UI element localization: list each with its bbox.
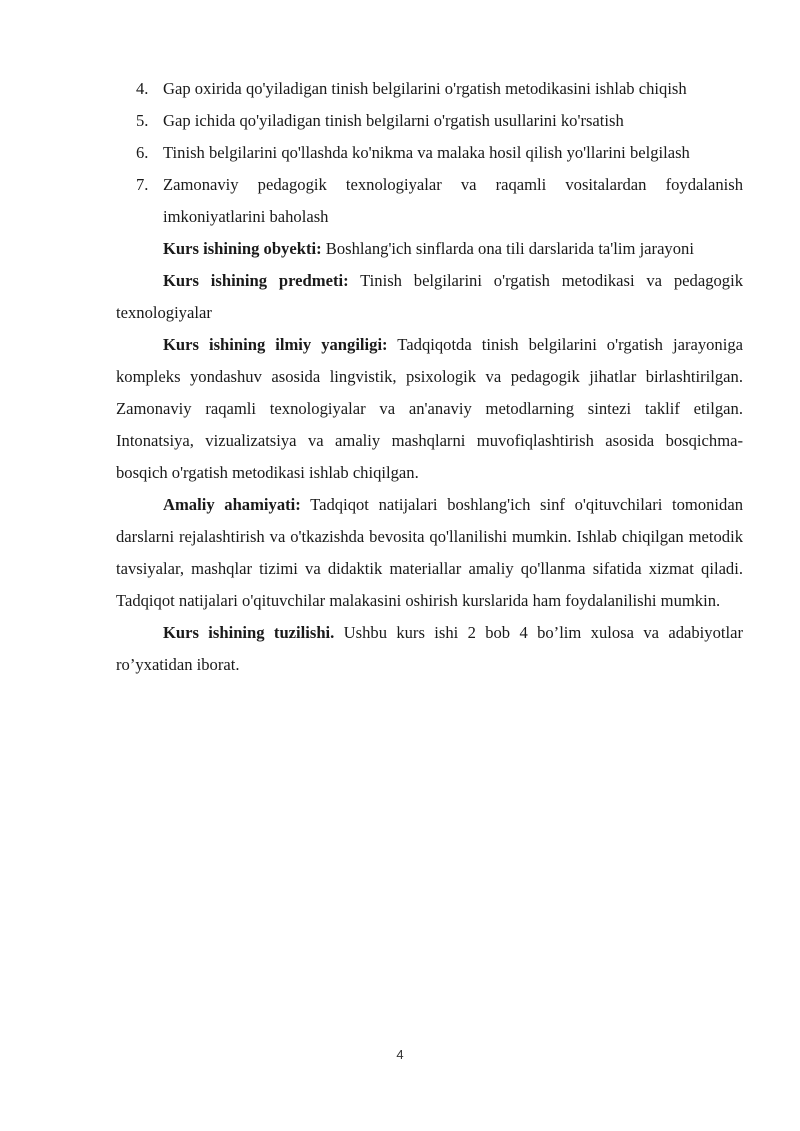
list-item-text: Zamonaviy pedagogik texnologiyalar va raqamli vositalardan foydalanish imkoniyatlarini baholash: [163, 175, 743, 226]
list-item: [116, 137, 743, 169]
page-number: 4: [396, 1047, 404, 1062]
object-paragraph: [116, 233, 743, 265]
list-item-text: Tinish belgilarini qo'llashda ko'nikma va malaka hosil qilish yo'llarini belgilash: [163, 143, 690, 162]
object-text: Boshlang'ich sinflarda ona tili darslarida ta'lim jarayoni: [321, 239, 694, 258]
goal-list: [116, 73, 743, 233]
list-item: [116, 73, 743, 105]
subject-text: Tinish belgilarini o'rgatish metodikasi va pedagogik texnologiyalar: [116, 271, 743, 322]
list-item-number: 4.: [136, 79, 149, 98]
list-item: [116, 169, 743, 233]
list-item: [116, 105, 743, 137]
page-content: [116, 73, 743, 681]
list-item-number: 7.: [136, 175, 149, 194]
structure-text: Ushbu kurs ishi 2 bob 4 bo’lim xulosa va adabiyotlar ro’yxatidan iborat.: [116, 623, 743, 674]
object-label: Kurs ishining obyekti:: [163, 239, 322, 258]
subject-label: Kurs ishining predmeti:: [163, 271, 349, 290]
list-item-text: Gap oxirida qo'yiladigan tinish belgilarini o'rgatish metodikasini ishlab chiqish: [163, 79, 687, 98]
list-item-number: 6.: [136, 143, 149, 162]
practical-label: Amaliy ahamiyati:: [163, 495, 301, 514]
list-item-text: Gap ichida qo'yiladigan tinish belgilarni o'rgatish usullarini ko'rsatish: [163, 111, 624, 130]
subject-paragraph: [116, 265, 743, 329]
structure-label: Kurs ishining tuzilishi.: [163, 623, 335, 642]
practical-text: Tadqiqot natijalari boshlang'ich sinf o'qituvchilari tomonidan darslarni rejalashtirish va o'tkazishda bevosita qo'llanilishi mumkin. Ishlab chiqilgan metodik tavsiyalar, mashqlar tizimi va didaktik materiallar amaliy qo'llanma sifatida xizmat qiladi. Tadqiqot natijalari o'qituvchilar malakasini oshirish kurslarida ham foydalanilishi mumkin.: [116, 495, 744, 610]
novelty-label: Kurs ishining ilmiy yangiligi:: [163, 335, 388, 354]
novelty-paragraph: [116, 329, 743, 489]
list-item-number: 5.: [136, 111, 149, 130]
novelty-text: Tadqiqotda tinish belgilarini o'rgatish jarayoniga kompleks yondashuv asosida lingvistik, psixologik va pedagogik jihatlar birlashtirilgan. Zamonaviy raqamli texnologiyalar va an'anaviy metodlarning sintezi taklif etilgan. Intonatsiya, vizualizatsiya va amaliy mashqlarni muvofiqlashtirish asosida bosqichma-bosqich o'rgatish metodikasi ishlab chiqilgan.: [116, 335, 743, 482]
structure-paragraph: [116, 617, 743, 681]
practical-paragraph: [116, 489, 743, 617]
